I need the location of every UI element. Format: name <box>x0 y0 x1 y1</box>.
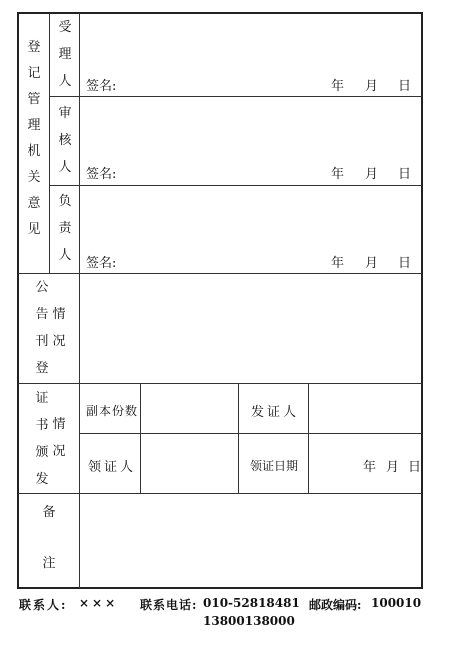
date-year: 年 <box>331 79 345 94</box>
signature-label: 签名: <box>86 79 117 94</box>
date-day: 日 <box>398 79 412 94</box>
phone-label: 联系电话: <box>140 598 198 612</box>
announcement-label-col-1: 公 告 刊 登 <box>35 280 49 376</box>
remarks-label: 备 注 <box>42 505 56 571</box>
divider-cert-col-3 <box>308 383 309 493</box>
role-label-manager: 负 责 人 <box>58 194 72 263</box>
phone-value-2: 13800138000 <box>203 614 295 628</box>
announcement-label-col-2: 情 况 <box>52 307 66 349</box>
signature-label: 签名: <box>86 167 117 182</box>
date-year: 年 <box>331 256 345 271</box>
date-year: 年 <box>363 460 377 475</box>
form-table <box>17 12 423 589</box>
divider-approval-row-1 <box>49 96 422 97</box>
role-label-acceptor: 受 理 人 <box>58 20 72 89</box>
issuer-label: 发证人 <box>251 405 300 420</box>
certificate-label-col-1: 证 书 颁 发 <box>35 391 49 487</box>
approval-section-label: 登 记 管 理 机 关 意 见 <box>27 40 41 237</box>
contact-value: ××× <box>79 596 119 610</box>
date-month: 月 <box>365 167 379 182</box>
postcode-value: 100010 <box>371 596 422 610</box>
contact-label: 联系人: <box>19 598 68 612</box>
date-month: 月 <box>386 460 400 475</box>
signature-label: 签名: <box>86 256 117 271</box>
date-month: 月 <box>365 79 379 94</box>
date-day: 日 <box>408 460 422 475</box>
date-day: 日 <box>398 256 412 271</box>
divider-approval-label-col <box>49 13 50 273</box>
divider-certificate-mid <box>80 433 422 434</box>
certificate-label-col-2: 情 况 <box>52 417 66 459</box>
divider-cert-col-1 <box>140 383 141 493</box>
divider-approval-row-2 <box>49 185 422 186</box>
divider-label-col <box>79 13 80 588</box>
divider-cert-col-2 <box>238 383 239 493</box>
receiver-label: 领证人 <box>88 460 137 475</box>
date-month: 月 <box>365 256 379 271</box>
copies-label: 副本份数 <box>86 404 139 418</box>
date-day: 日 <box>398 167 412 182</box>
date-year: 年 <box>331 167 345 182</box>
role-label-reviewer: 审 核 人 <box>58 106 72 175</box>
receive-date-label: 领证日期 <box>250 459 299 473</box>
postcode-label: 邮政编码: <box>309 598 362 612</box>
phone-value: 010-52818481 <box>203 596 300 610</box>
